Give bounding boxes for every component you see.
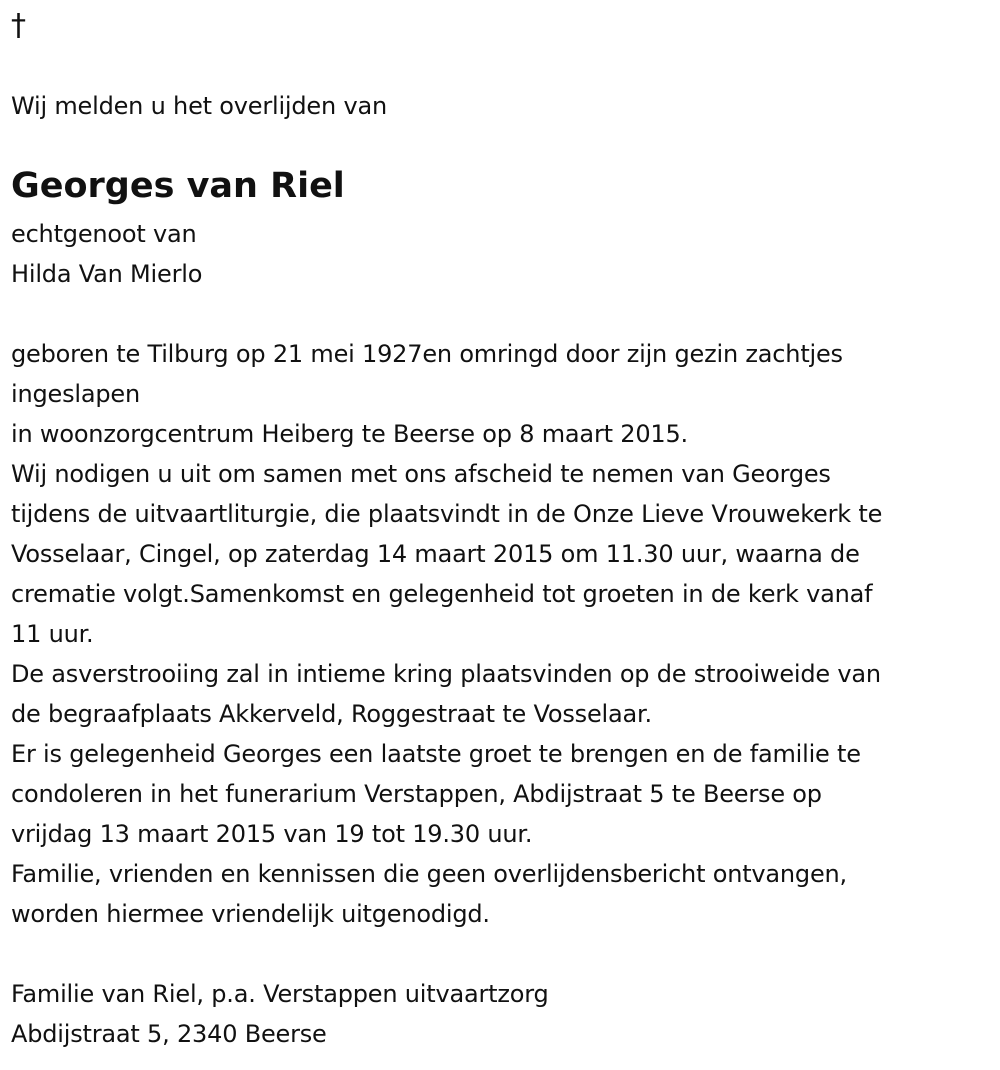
body-line: Wij nodigen u uit om samen met ons afscheid te nemen van Georges [11, 460, 831, 488]
body-line: 11 uur. [11, 620, 94, 648]
body-line: vrijdag 13 maart 2015 van 19 tot 19.30 uur. [11, 820, 533, 848]
cross-icon: † [11, 8, 26, 43]
signature-block [11, 974, 549, 1054]
body-line: geboren te Tilburg op 21 mei 1927en omringd door zijn gezin zachtjes [11, 340, 843, 368]
body-line: Vosselaar, Cingel, op zaterdag 14 maart 2015 om 11.30 uur, waarna de [11, 540, 860, 568]
body-line: in woonzorgcentrum Heiberg te Beerse op 8 maart 2015. [11, 420, 688, 448]
signature-line: Familie van Riel, p.a. Verstappen uitvaartzorg [11, 980, 549, 1008]
body-line: worden hiermee vriendelijk uitgenodigd. [11, 900, 490, 928]
spouse-line: echtgenoot van [11, 220, 197, 248]
notice-body [11, 334, 882, 934]
deceased-name: Georges van Riel [11, 166, 345, 206]
signature-line: Abdijstraat 5, 2340 Beerse [11, 1020, 327, 1048]
spouse-line: Hilda Van Mierlo [11, 260, 203, 288]
intro-text: Wij melden u het overlijden van [11, 92, 387, 120]
spouse-block [11, 214, 202, 294]
body-line: crematie volgt.Samenkomst en gelegenheid tot groeten in de kerk vanaf [11, 580, 873, 608]
body-line: tijdens de uitvaartliturgie, die plaatsvindt in de Onze Lieve Vrouwekerk te [11, 500, 883, 528]
body-line: ingeslapen [11, 380, 140, 408]
body-line: De asverstrooiing zal in intieme kring plaatsvinden op de strooiweide van [11, 660, 881, 688]
body-line: condoleren in het funerarium Verstappen, Abdijstraat 5 te Beerse op [11, 780, 822, 808]
body-line: Familie, vrienden en kennissen die geen overlijdensbericht ontvangen, [11, 860, 847, 888]
body-line: de begraafplaats Akkerveld, Roggestraat te Vosselaar. [11, 700, 652, 728]
body-line: Er is gelegenheid Georges een laatste groet te brengen en de familie te [11, 740, 861, 768]
